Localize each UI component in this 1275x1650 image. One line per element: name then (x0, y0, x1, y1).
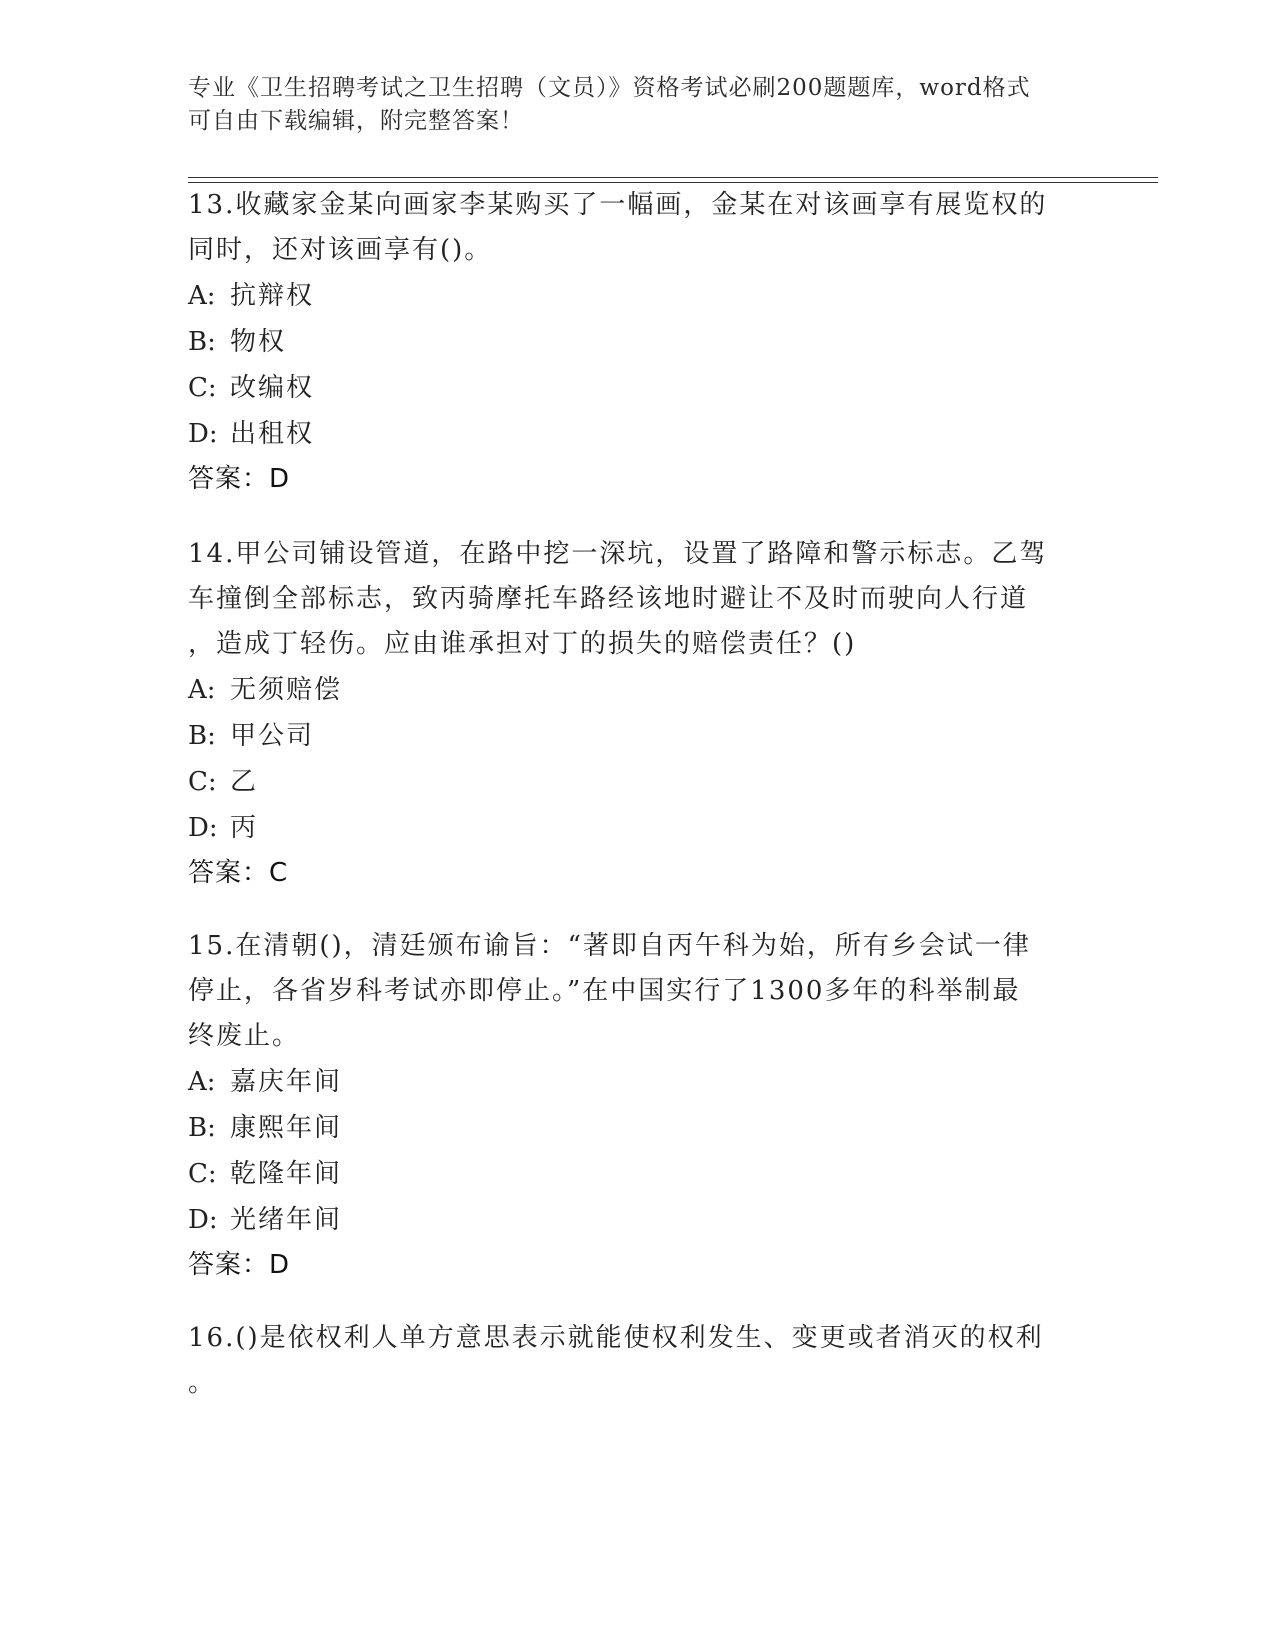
stem-line: 14.甲公司铺设管道，在路中挖一深坑，设置了路障和警示标志。乙驾 (188, 539, 1048, 569)
stem-line: 终废止。 (188, 1021, 301, 1051)
option-label: C: (188, 373, 217, 403)
option-label: D: (188, 813, 218, 843)
question-stem (188, 532, 1088, 667)
option-label: D: (188, 1205, 218, 1235)
answer-line: 答案：C (188, 858, 289, 888)
option-text: 嘉庆年间 (230, 1067, 343, 1097)
option-text: 乙 (230, 767, 259, 797)
stem-line: 停止，各省岁科考试亦即停止。”在中国实行了1300多年的科举制最 (188, 976, 1021, 1006)
option-d (188, 1197, 1088, 1243)
option-label: B: (188, 327, 216, 357)
option-d (188, 411, 1088, 457)
header-line-2: 可自由下载编辑，附完整答案！ (188, 108, 524, 134)
question-stem (188, 924, 1088, 1059)
option-a (188, 273, 1088, 319)
stem-line: 15.在清朝()，清廷颁布谕旨：“著即自丙午科为始，所有乡会试一律 (188, 931, 1031, 961)
option-text: 出租权 (230, 419, 315, 449)
answer-line: 答案：D (188, 1250, 291, 1280)
option-a (188, 667, 1088, 713)
option-c (188, 759, 1088, 805)
option-c (188, 1151, 1088, 1197)
option-label: A: (188, 675, 216, 705)
option-label: B: (188, 721, 216, 751)
option-c (188, 365, 1088, 411)
option-b (188, 319, 1088, 365)
option-d (188, 805, 1088, 851)
option-label: A: (188, 281, 216, 311)
option-text: 抗辩权 (230, 281, 315, 311)
option-text: 光绪年间 (230, 1205, 343, 1235)
stem-line: ，造成丁轻伤。应由谁承担对丁的损失的赔偿责任？() (188, 629, 857, 659)
stem-line: 16.()是依权利人单方意思表示就能使权利发生、变更或者消灭的权利 (188, 1323, 1044, 1353)
option-label: B: (188, 1113, 216, 1143)
option-b (188, 1105, 1088, 1151)
option-b (188, 713, 1088, 759)
option-text: 丙 (230, 813, 259, 843)
question-16 (188, 1316, 1088, 1406)
option-label: D: (188, 419, 218, 449)
answer-line: 答案：D (188, 464, 291, 494)
stem-line: 13.收藏家金某向画家李某购买了一幅画，金某在对该画享有展览权的 (188, 190, 1048, 220)
question-stem (188, 1316, 1088, 1406)
document-header (188, 72, 1068, 138)
option-text: 无须赔偿 (230, 675, 343, 705)
question-14 (188, 532, 1088, 895)
question-15 (188, 924, 1088, 1287)
option-label: A: (188, 1067, 216, 1097)
option-text: 物权 (230, 327, 287, 357)
option-a (188, 1059, 1088, 1105)
option-text: 康熙年间 (230, 1113, 343, 1143)
stem-line: 车撞倒全部标志，致丙骑摩托车路经该地时避让不及时而驶向人行道 (188, 584, 1029, 614)
option-text: 改编权 (230, 373, 315, 403)
header-line-1: 专业《卫生招聘考试之卫生招聘（文员）》资格考试必刷200题题库，word格式 (188, 75, 1031, 101)
question-13 (188, 183, 1088, 501)
option-label: C: (188, 1159, 217, 1189)
stem-line: 。 (188, 1368, 217, 1398)
stem-line: 同时，还对该画享有()。 (188, 235, 493, 265)
question-stem (188, 183, 1088, 273)
option-text: 乾隆年间 (230, 1159, 343, 1189)
option-text: 甲公司 (230, 721, 315, 751)
option-label: C: (188, 767, 217, 797)
